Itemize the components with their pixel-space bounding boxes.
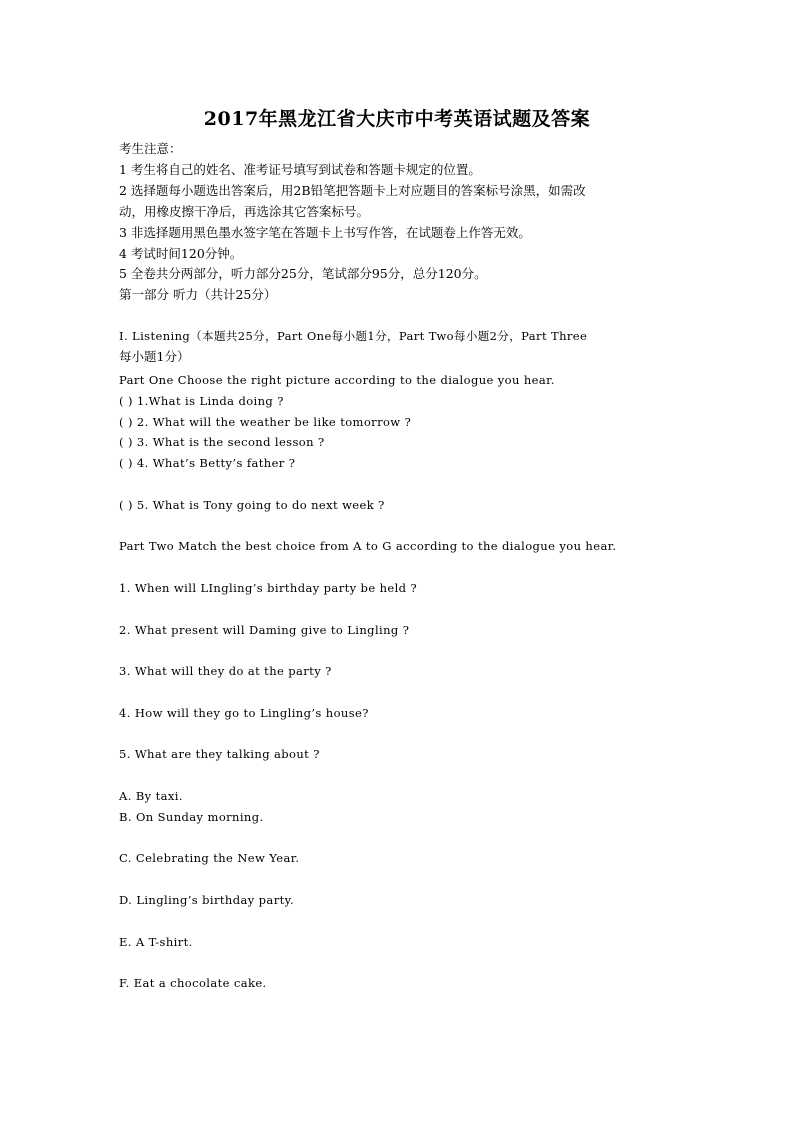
document-title: 2017年黑龙江省大庆市中考英语试题及答案 bbox=[203, 108, 591, 130]
notice-item-5: 5 全卷共分两部分，听力部分25分，笔试部分95分，总分120分。 bbox=[119, 266, 487, 281]
part-one-question-5: ( ) 5. What is Tony going to do next week ? bbox=[119, 498, 385, 512]
notice-item-4: 4 考试时间120分钟。 bbox=[119, 246, 243, 261]
choice-a: A. By taxi. bbox=[119, 789, 183, 803]
choice-d: D. Lingling’s birthday party. bbox=[119, 893, 295, 907]
part-two-question-4: 4. How will they go to Lingling’s house? bbox=[119, 706, 369, 720]
part-one-question-1: ( ) 1.What is Linda doing ? bbox=[119, 394, 284, 408]
notice-item-2: 2 选择题每小题选出答案后，用2B铅笔把答题卡上对应题目的答案标号涂黑，如需改 bbox=[119, 183, 586, 198]
choice-b: B. On Sunday morning. bbox=[119, 810, 264, 824]
part-two-instruction: Part Two Match the best choice from A to G according to the dialogue you hear. bbox=[119, 539, 617, 553]
notice-item-1: 1 考生将自己的姓名、准考证号填写到试卷和答题卡规定的位置。 bbox=[119, 162, 481, 177]
part-one-heading: 第一部分 听力（共计25分） bbox=[119, 287, 277, 302]
listening-heading-cont: 每小题1分） bbox=[119, 349, 190, 364]
choice-f: F. Eat a chocolate cake. bbox=[119, 976, 267, 990]
choice-e: E. A T-shirt. bbox=[119, 935, 193, 949]
choice-c: C. Celebrating the New Year. bbox=[119, 851, 300, 865]
part-one-question-2: ( ) 2. What will the weather be like tomorrow ? bbox=[119, 415, 412, 429]
notice-item-3: 3 非选择题用黑色墨水签字笔在答题卡上书写作答，在试题卷上作答无效。 bbox=[119, 225, 531, 240]
listening-heading: I. Listening（本题共25分，Part One每小题1分，Part Two每小题2分，Part Three bbox=[119, 329, 588, 343]
part-one-question-4: ( ) 4. What’s Betty’s father ? bbox=[119, 456, 296, 470]
part-two-question-3: 3. What will they do at the party ? bbox=[119, 664, 332, 678]
part-two-question-5: 5. What are they talking about ? bbox=[119, 747, 320, 761]
part-two-question-1: 1. When will LIngling’s birthday party be held ? bbox=[119, 581, 418, 595]
notice-item-2-cont: 动，用橡皮擦干净后，再选涂其它答案标号。 bbox=[119, 204, 370, 219]
part-one-instruction: Part One Choose the right picture according to the dialogue you hear. bbox=[119, 373, 555, 387]
part-two-question-2: 2. What present will Daming give to Lingling ? bbox=[119, 623, 410, 637]
notice-heading: 考生注意： bbox=[119, 141, 182, 156]
part-one-question-3: ( ) 3. What is the second lesson ? bbox=[119, 435, 325, 449]
